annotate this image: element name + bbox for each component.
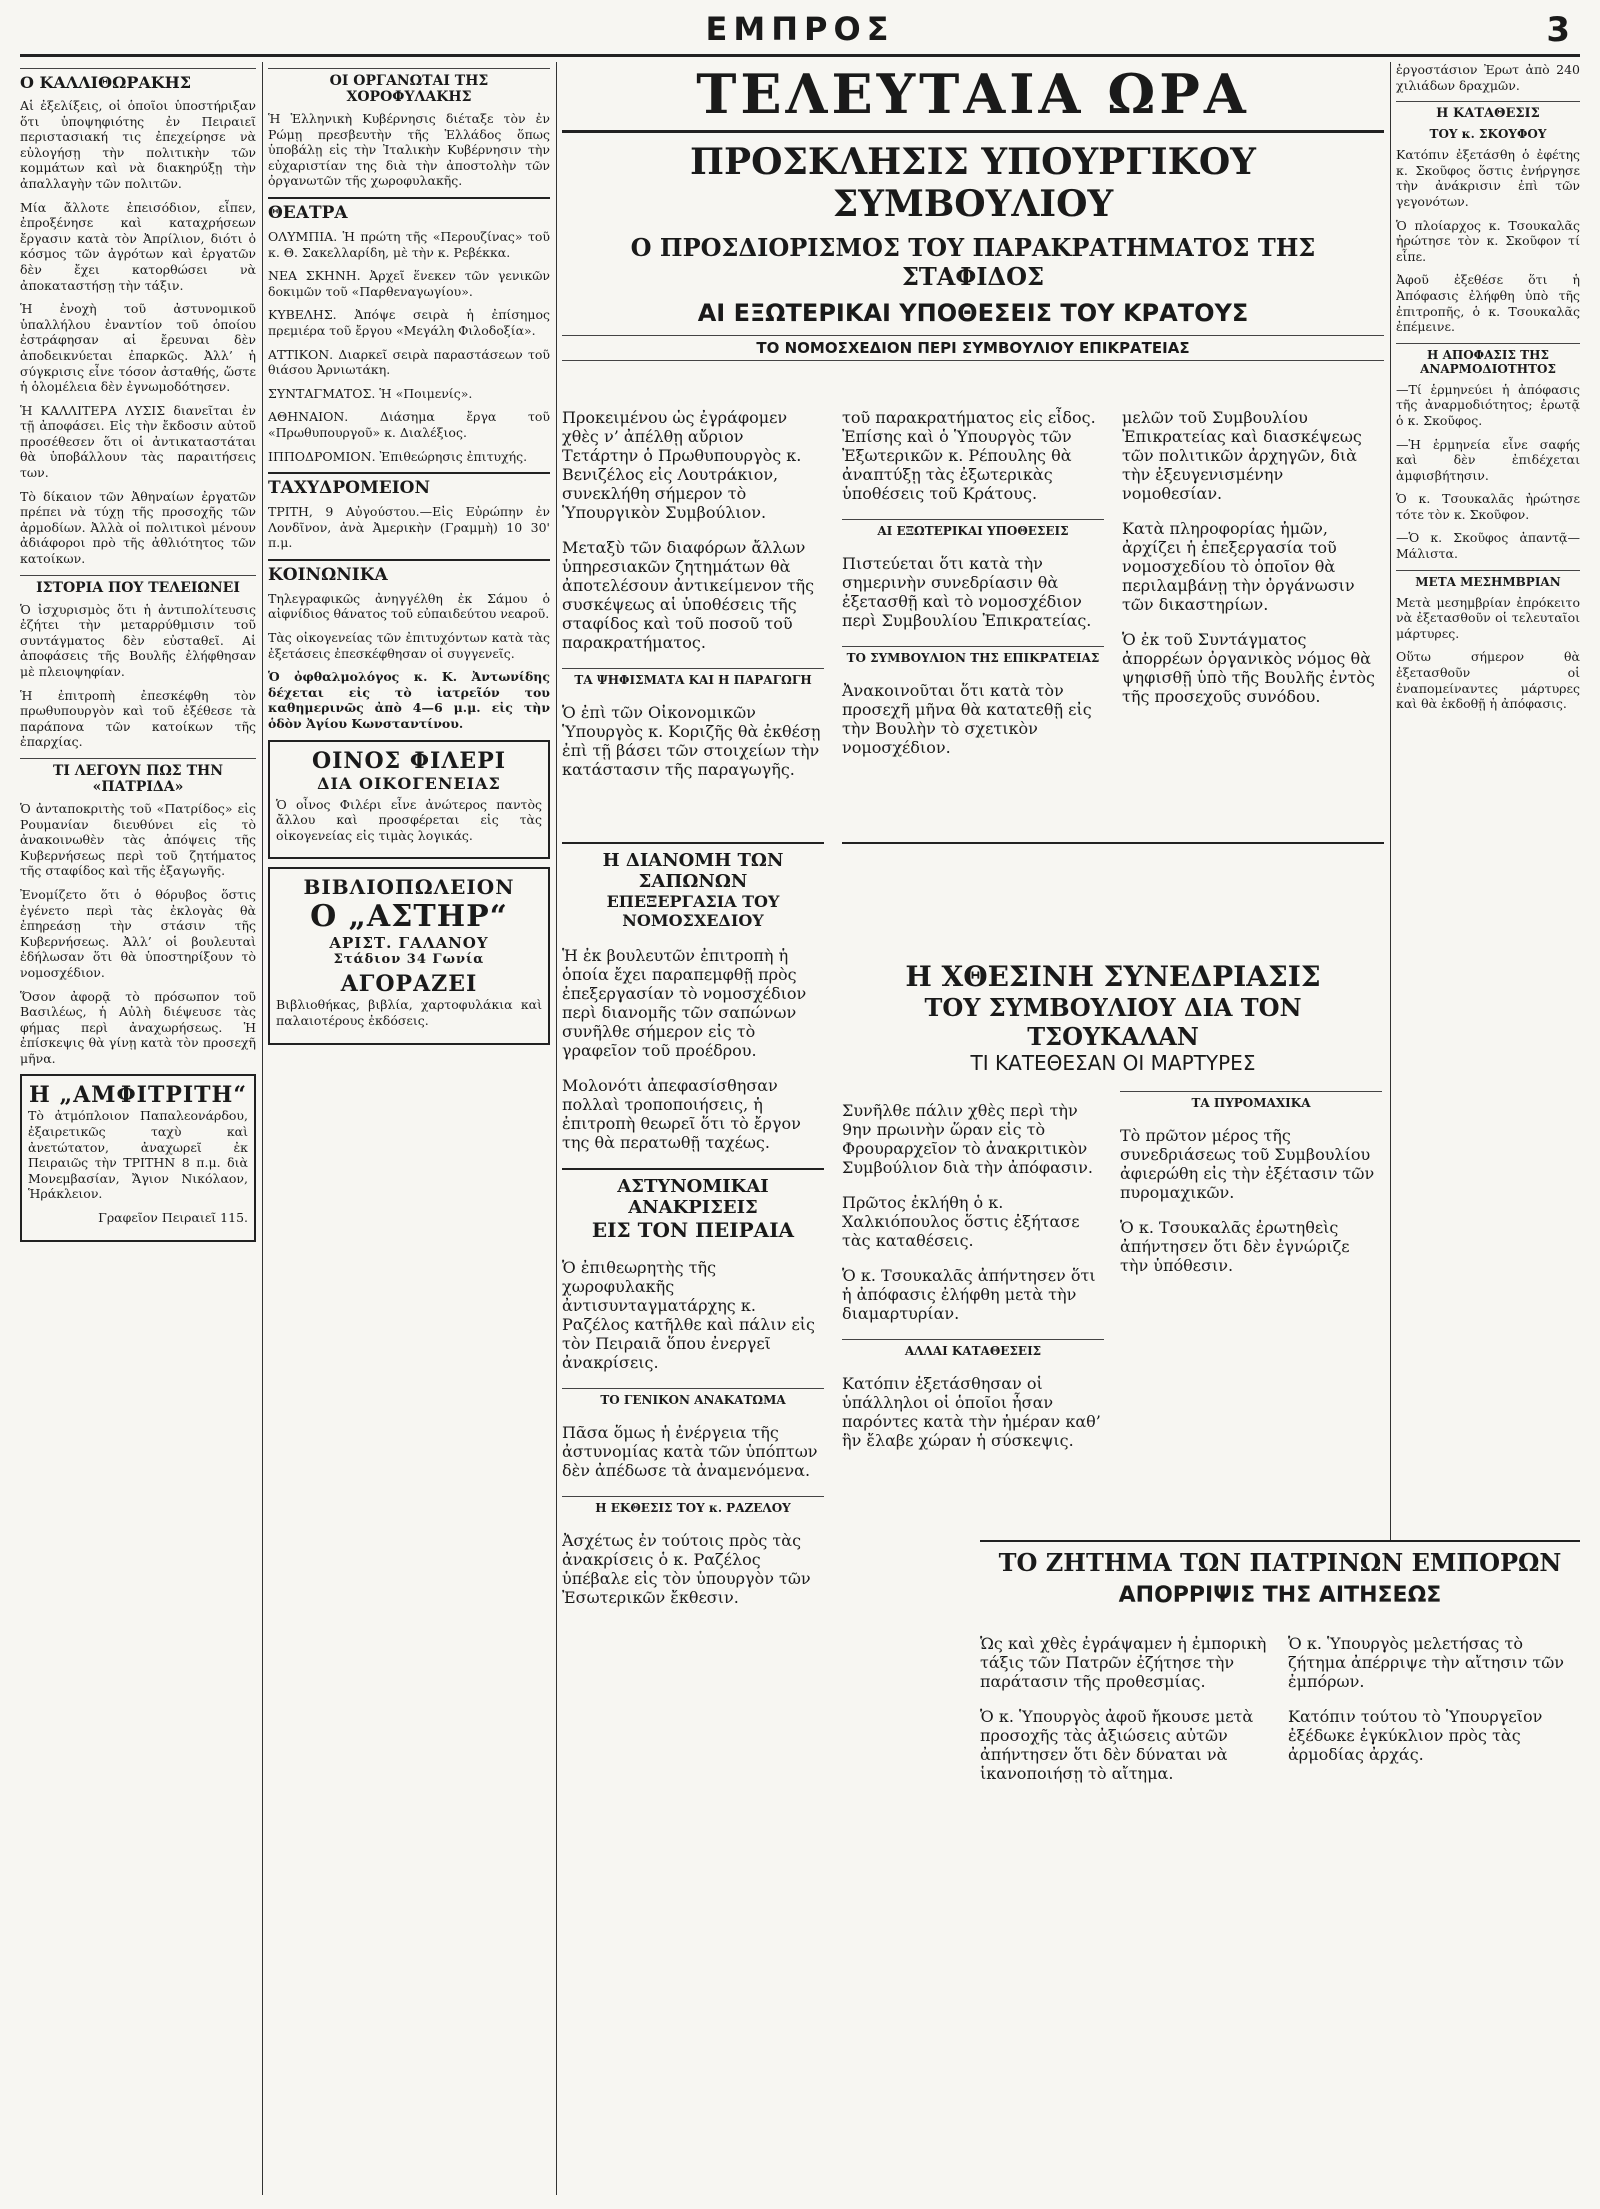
theatre-item: ΙΠΠΟΔΡΟΜΙΟΝ. Ἐπιθεώρησις ἐπιτυχής. (268, 448, 528, 464)
headline: Η ΔΙΑΝΟΜΗ ΤΩΝ ΣΑΠΩΝΩΝ (602, 850, 784, 892)
shop-address: Στάδιον 34 Γωνία (333, 952, 485, 968)
article-text: Κατὰ πληροφορίας ἡμῶν, ἀρχίζει ἡ ἐπεξεργασία τοῦ νομοσχεδίου τὸ ὁποῖον θὰ περιλαμβάνῃ τὴν ὀργάνωσιν τῶν δικαστηρίων. (1122, 519, 1355, 614)
section-subheading: ΤΟΥ κ. ΣΚΟΥΦΟΥ (1429, 127, 1547, 142)
headline: ΕΙΣ ΤΟΝ ΠΕΙΡΑΙΑ (591, 1218, 795, 1242)
section-heading: ΘΕΑΤΡΑ (268, 197, 550, 223)
article-text: —Ἡ ἑρμηνεία εἶνε σαφής καὶ δὲν ἐπιδέχεται ἀμφισβήτησιν. (1396, 436, 1580, 483)
column-rule (262, 62, 263, 2195)
ad-title: ΟΙΝΟΣ ΦΙΛΕΡΙ (311, 747, 507, 774)
body-col-right (1120, 1085, 1382, 1466)
article-text: Τηλεγραφικῶς ἀνηγγέλθη ἐκ Σάμου ὁ αἰφνίδιος θάνατος τοῦ εὐπαιδεύτου νεαροῦ. (268, 590, 550, 622)
section-heading: Ο ΚΑΛΛΙΘΩΡΑΚΗΣ (20, 68, 256, 92)
two-column-body (842, 1085, 1384, 1466)
headline: ΠΡΟΣΚΛΗΣΙΣ ΥΠΟΥΡΓΙΚΟΥ ΣΥΜΒΟΥΛΙΟΥ (690, 141, 1256, 225)
shop-buy: ΑΓΟΡΑΖΕΙ (340, 971, 478, 998)
two-column-body (980, 1618, 1580, 1799)
theatre-item: ΑΘΗΝΑΙΟΝ. Διάσημα ἔργα τοῦ «Πρωθυπουργοῦ» κ. Διαλέξιος. (268, 409, 550, 440)
article-text: —Ὁ κ. Σκοῦφος ἀπαντᾷ—Μάλιστα. (1396, 530, 1580, 562)
article-text: Ὡς καὶ χθὲς ἐγράψαμεν ἡ ἐμπορικὴ τάξις τῶν Πατρῶν ἐζήτησε τὴν παράτασιν τῆς προθεσμίας. (980, 1634, 1267, 1691)
section-heading: ΟΙ ΟΡΓΑΝΩΤΑΙ ΤΗΣ ΧΟΡΟΦΥΛΑΚΗΣ (268, 68, 550, 105)
article-text: Πᾶσα ὅμως ἡ ἐνέργεια τῆς ἀστυνομίας κατὰ τῶν ὑπόπτων δὲν ἀπέδωσε τὰ ἀναμενόμενα. (562, 1423, 818, 1480)
article-text: Προκειμένου ὡς ἐγράφομεν χθὲς ν’ ἀπέλθῃ αὔριον Τετάρτην ὁ Πρωθυπουργὸς κ. Βενιζέλος εἰς Λουτράκιον, συνεκλήθη σήμερον τὸ Ὑπουργικὸν Συμβούλιον. (562, 408, 802, 522)
column-1 (20, 62, 256, 2195)
column-rule (556, 62, 557, 2195)
article-text: Ὁ κ. Τσουκαλᾶς ἐρωτηθεὶς ἀπήντησεν ὅτι δὲν ἐγνώριζε τὴν ὑπόθεσιν. (1120, 1218, 1350, 1275)
section-heading: Η ΑΠΟΦΑΣΙΣ ΤΗΣ ΑΝΑΡΜΟΔΙΟΤΗΤΟΣ (1396, 343, 1580, 376)
center-lower-right (842, 842, 1384, 1466)
article-text: Μία ἄλλοτε ἐπεισόδιον, εἶπεν, ἐπροξένησε καὶ καταχρήσεων ἔργασιν κατὰ τὸν Ἀπρίλιον, διότι ὁ κόσμος τῶν ἀγρότων καὶ ἐργατῶν δὲν ἔχει κατορθώσει νὰ ἀποκαταστήσῃ τὴν τάξιν. (20, 199, 256, 293)
article-text: Πρῶτος ἐκλήθη ὁ κ. Χαλκιόπουλος ὅστις ἐξήτασε τὰς καταθέσεις. (842, 1193, 1080, 1250)
theatre-item: ΝΕΑ ΣΚΗΝΗ. Ἀρχεῖ ἕνεκεν τῶν γενικῶν δοκιμῶν τοῦ «Παρθεναγωγίου». (268, 268, 550, 299)
newspaper-title: ΕΜΠΡΟΣ (705, 10, 895, 48)
page-number: 3 (1546, 10, 1570, 50)
theatre-item: ΣΥΝΤΑΓΜΑΤΟΣ. Ἡ «Ποιμενίς». (268, 385, 473, 401)
subheading: ΑΛΛΑΙ ΚΑΤΑΘΕΣΕΙΣ (842, 1339, 1104, 1358)
headline: ΑΣΤΥΝΟΜΙΚΑΙ ΑΝΑΚΡΙΣΕΙΣ (562, 1168, 824, 1218)
column-2 (268, 62, 550, 2195)
article-text: Ἡ ἐκ βουλευτῶν ἐπιτροπὴ ἡ ὁποία ἔχει παραπεμφθῇ πρὸς ἐπεξεργασίαν τὸ νομοσχέδιον περὶ διανομῆς τῶν σαπώνων συνῆλθε σήμερον εἰς τὸ γραφεῖον τοῦ προέδρου. (562, 946, 807, 1060)
article-text: Ἡ ἐνοχὴ τοῦ ἀστυνομικοῦ ὑπαλλήλου ἐναντίον τοῦ ὁποίου ἐστράφησαν αἱ ἔρευναι δὲν ἀποδεικνύεται ἐπαρκῶς. Ἀλλ’ ἡ σύγκρισις εἶνε τόσον ἀσταθής, ὥστε ἡ ὁλομέλεια δὲν ἐγνωμοδότησεν. (20, 301, 256, 395)
subheading: ΑΙ ΕΞΩΤΕΡΙΚΑΙ ΥΠΟΘΕΣΕΙΣ (842, 519, 1104, 538)
article-text: Ἀσχέτως ἐν τούτοις πρὸς τὰς ἀνακρίσεις ὁ κ. Ραζέλος ὑπέβαλε εἰς τὸν ὑπουργὸν τῶν Ἐσωτερικῶν ἔκθεσιν. (562, 1531, 811, 1607)
article-text: ἐργοστάσιον Ἐρωτ ἀπὸ 240 χιλιάδων δραχμῶν. (1396, 62, 1580, 93)
section-heading: ΤΑΧΥΔΡΟΜΕΙΟΝ (268, 472, 550, 498)
article-text: Ὁ ἐπὶ τῶν Οἰκονομικῶν Ὑπουργὸς κ. Κοριζῆς θὰ ἐκθέσῃ ἐπὶ τῇ βάσει τῶν στοιχείων τὴν κατάστασιν τῆς παραγωγῆς. (562, 703, 821, 779)
ad-text: Τὸ ἀτμόπλοιον Παπαλεονάρδου, ἐξαιρετικῶς ταχὺ καὶ ἀνετώτατον, ἀναχωρεῖ ἐκ Πειραιῶς τὴν ΤΡΙΤΗΝ 8 π.μ. διὰ Μονεμβασίαν, Ἄγιον Νικόλαον, Ἡράκλειον. (28, 1108, 248, 1202)
headline: Η ΧΘΕΣΙΝΗ ΣΥΝΕΔΡΙΑΣΙΣ (905, 960, 1321, 993)
shop-owner: ΑΡΙΣΤ. ΓΑΛΑΝΟΥ (329, 934, 489, 953)
article-text: Αἱ ἐξελίξεις, οἱ ὁποῖοι ὑποστήριξαν ὅτι ὑποψηφιότης ἐν Πειραιεῖ περιστασιακή τις ἐπεχείρησε νὰ εὐλογήσῃ τὴν πολιτικὴν τῶν κομμάτων καὶ νὰ διακηρύξῃ τὴν ἀπαλλαγὴν τῶν πολιτῶν. (20, 98, 256, 191)
article-text: Ὁ ἐκ τοῦ Συντάγματος ἀπορρέων ὀργανικὸς νόμος θὰ ψηφισθῇ ὑπὸ τῆς Βουλῆς ἐντὸς τῆς προσεχοῦς συνόδου. (1122, 630, 1375, 706)
section-heading: Η ΚΑΤΑΘΕΣΙΣ (1396, 101, 1580, 121)
article-text: Ὁ ἐπιθεωρητὴς τῆς χωροφυλακῆς ἀντισυνταγματάρχης κ. Ραζέλος κατῆλθε καὶ πάλιν εἰς τὸν Πειραιᾶ ὅπου ἐνεργεῖ ἀνακρίσεις. (562, 1258, 815, 1372)
subheading: ΤΑ ΠΥΡΟΜΑΧΙΚΑ (1120, 1091, 1382, 1110)
article-text: Τὸ δίκαιον τῶν Ἀθηναίων ἐργατῶν πρέπει νὰ τύχῃ τῆς προσοχῆς τῶν ἀρμοδίων. Ἀλλὰ οἱ πολιτικοὶ μένουν ἀδιάφοροι πρὸ τῆς ἀθλιότητος τῶν κατοίκων. (20, 488, 256, 567)
article-text: Ἡ Ἑλληνικὴ Κυβέρνησις διέταξε τὸν ἐν Ρώμῃ πρεσβευτὴν τῆς Ἑλλάδος ὅπως ὑποβάλῃ εἰς τὴν Ἰταλικὴν Κυβέρνησιν τὴν εὐχαριστίαν της διὰ τὴν ἀποστολὴν τῶν ὀργανωτῶν τῆς χωροφυλακῆς. (268, 111, 550, 189)
headline: ΑΠΟΡΡΙΨΙΣ ΤΗΣ ΑΙΤΗΣΕΩΣ (1118, 1583, 1442, 1608)
theatre-item: ΟΛΥΜΠΙΑ. Ἡ πρώτη τῆς «Περουζίνας» τοῦ κ. Θ. Σακελλαρίδη, μὲ τὴν κ. Ρεβέκκα. (268, 228, 550, 260)
center-col-1-lower (562, 842, 824, 1623)
ad-text: Ὁ οἶνος Φιλέρι εἶνε ἀνώτερος παντὸς ἄλλου καὶ προσφέρεται εἰς τὰς οἰκογενείας εἰς τιμὰς λογικάς. (276, 796, 542, 843)
article-text: Ἐνομίζετο ὅτι ὁ θόρυβος ὅστις ἐγένετο περὶ τὰς ἐκλογὰς θὰ ἐπηρεάσῃ τὴν στάσιν τῆς Κυβερνήσεως. Ἀλλ’ οἱ βουλευταὶ ἐδήλωσαν ὅτι θὰ ὑποστηρίξουν τὸ νομοσχέδιον. (20, 886, 256, 980)
article-text: Κατόπιν ἐξετάσθη ὁ ἐφέτης κ. Σκοῦφος ὅστις ἐνήργησε τὴν ἀνάκρισιν ἐπὶ τῶν γεγονότων. (1396, 147, 1580, 209)
article-text: Ἀφοῦ ἐξεθέσε ὅτι ἡ Ἀπόφασις ἐλήφθη ὑπὸ τῆς ἐπιτροπῆς, ὁ κ. Τσουκαλᾶς ἐπέμεινε. (1396, 272, 1580, 335)
headline: ΕΠΕΞΕΡΓΑΣΙΑ ΤΟΥ ΝΟΜΟΣΧΕΔΙΟΥ (606, 892, 780, 930)
theatre-item: ΑΤΤΙΚΟΝ. Διαρκεῖ σειρὰ παραστάσεων τοῦ θιάσου Ἀρνιωτάκη. (268, 346, 550, 378)
article-text: Τὰς οἰκογενείας τῶν ἐπιτυχόντων κατὰ τὰς ἐξετάσεις ἐπεσκέφθησαν οἱ συγγενεῖς. (268, 630, 550, 661)
section-heading: ΚΟΙΝΩΝΙΚΑ (268, 559, 550, 585)
shop-name: Ο „ΑΣΤΗΡ“ (310, 899, 508, 935)
article-text: Μολονότι ἀπεφασίσθησαν πολλαὶ τροποποιήσεις, ἡ ἐπιτροπὴ θεωρεῖ ὅτι τὸ ἔργον της θὰ περατωθῇ ταχέως. (562, 1076, 801, 1152)
article-text: Ὅσον ἀφορᾷ τὸ πρόσωπον τοῦ Βασιλέως, ἡ Αὐλὴ διέψευσε τὰς φήμας περὶ ἀναχωρήσεως. Ἡ ἐπίσκεψις θὰ γίνῃ κατὰ τὸν προσεχῆ μῆνα. (20, 988, 256, 1066)
center-col-1 (562, 392, 824, 795)
ad-box (268, 867, 550, 1044)
article-text: Πιστεύεται ὅτι κατὰ τὴν σημερινὴν συνεδρίασιν θὰ ἐξετασθῇ καὶ τὸ νομοσχέδιον περὶ Συμβουλίου Ἐπικρατείας. (842, 554, 1092, 630)
subheading: Η ΕΚΘΕΣΙΣ ΤΟΥ κ. ΡΑΖΕΛΟΥ (562, 1496, 824, 1515)
article-text: Μετὰ μεσημβρίαν ἐπρόκειτο νὰ ἐξετασθοῦν οἱ τελευταῖοι μάρτυρες. (1396, 594, 1580, 641)
article-text: Κατόπιν τούτου τὸ Ὑπουργεῖον ἐξέδωκε ἐγκύκλιον πρὸς τὰς ἀρμοδίας ἀρχάς. (1288, 1707, 1543, 1764)
article-text: Ἀνακοινοῦται ὅτι κατὰ τὸν προσεχῆ μῆνα θὰ κατατεθῇ εἰς τὴν Βουλὴν τὸ σχετικὸν νομοσχέδιον. (842, 681, 1092, 757)
headline: ΤΙ ΚΑΤΕΘΕΣΑΝ ΟΙ ΜΑΡΤΥΡΕΣ (970, 1051, 1256, 1075)
center-col-2 (842, 392, 1104, 773)
ad-text: Βιβλιοθήκας, βιβλία, χαρτοφυλάκια καὶ παλαιοτέρους ἐκδόσεις. (276, 997, 542, 1028)
section-heading: ΤΙ ΛΕΓΟΥΝ ΠΩΣ ΤΗΝ «ΠΑΤΡΙΔΑ» (20, 758, 256, 795)
article-text: Ὁ ἰσχυρισμὸς ὅτι ἡ ἀντιπολίτευσις ἐζήτει τὴν μεταρρύθμισιν τοῦ συντάγματος δὲν εὐσταθεῖ. Αἱ ἀποφάσεις τῆς Βουλῆς ἐλήφθησαν μὲ πλειοψηφίαν. (20, 601, 256, 679)
subheading: ΤΑ ΨΗΦΙΣΜΑΤΑ ΚΑΙ Η ΠΑΡΑΓΩΓΗ (562, 668, 824, 687)
article-text: Κατόπιν ἐξετάσθησαν οἱ ὑπάλληλοι οἱ ὁποῖοι ἦσαν παρόντες κατὰ τὴν ἡμέραν καθ’ ἣν ἔλαβε χώραν ἡ σύσκεψις. (842, 1374, 1101, 1450)
body-col-left (842, 1085, 1104, 1466)
headline: ΤΟΥ ΣΥΜΒΟΥΛΙΟΥ ΔΙΑ ΤΟΝ ΤΣΟΥΚΑΛΑΝ (924, 993, 1302, 1051)
masthead (20, 10, 1580, 57)
headline: ΤΟ ΝΟΜΟΣΧΕΔΙΟΝ ΠΕΡΙ ΣΥΜΒΟΥΛΙΟΥ ΕΠΙΚΡΑΤΕΙΑΣ (562, 335, 1384, 361)
article-text: Οὕτω σήμερον θὰ ἐξετασθοῦν οἱ ἐναπομείναντες μάρτυρες καὶ θὰ ἐκδοθῇ ἡ ἀπόφασις. (1396, 649, 1580, 712)
center-col-3 (1122, 392, 1384, 722)
article-text: ΤΡΙΤΗ, 9 Αὐγούστου.—Εἰς Εὐρώπην ἐν Λονδῖνον, ἀνὰ Ἀμερικὴν (Γραμμὴ) 10 30' π.μ. (268, 504, 550, 551)
article-text: Μεταξὺ τῶν διαφόρων ἄλλων ὑπηρεσιακῶν ζητημάτων θὰ ἀποτελέσουν ἀντικείμενον τῆς συσκέψεως αἱ ὑποθέσεις τῆς σταφίδος καὶ τοῦ ποσοῦ τοῦ παρακρατήματος. (562, 538, 815, 652)
ad-box (268, 740, 550, 860)
body-col-right (1288, 1618, 1580, 1799)
ad-title: Η „ΑΜΦΙΤΡΙΤΗ“ (29, 1082, 247, 1109)
article-text: Ἡ ΚΑΛΛΙΤΕΡΑ ΛΥΣΙΣ διανεῖται ἐν τῇ ἀποφάσει. Εἰς τὴν ἔκδοσιν αὐτοῦ προσέθεσεν ὅτι οἱ ἀντικαταστάται θὰ ὑποβάλλουν τὰς παραιτήσεις των. (20, 402, 256, 481)
article-text: Ἡ ἐπιτροπὴ ἐπεσκέφθη τὸν πρωθυπουργὸν καὶ τοῦ ἐξέθεσε τὰ παράπονα τῶν κατοίκων τῆς ἐπαρχίας. (20, 687, 256, 750)
headline: ΑΙ ΕΞΩΤΕΡΙΚΑΙ ΥΠΟΘΕΣΕΙΣ ΤΟΥ ΚΡΑΤΟΥΣ (697, 299, 1249, 327)
article-text: τοῦ παρακρατήματος εἰς εἶδος. Ἐπίσης καὶ ὁ Ὑπουργὸς τῶν Ἐξωτερικῶν κ. Ρέπουλης θὰ ἀναπτύξῃ τὰς ἐξωτερικὰς ὑποθέσεις τοῦ Κράτους. (842, 408, 1096, 503)
ad-box (20, 1074, 256, 1241)
ad-footer: Γραφεῖον Πειραιεῖ 115. (98, 1210, 248, 1226)
article-text: Ὁ κ. Τσουκαλᾶς ἀπήντησεν ὅτι ἡ ἀπόφασις ἐλήφθη μετὰ τὴν διαμαρτυρίαν. (842, 1266, 1096, 1323)
ad-title: ΒΙΒΛΙΟΠΩΛΕΙΟΝ (303, 875, 515, 900)
article-text: Ὁ κ. Τσουκαλᾶς ἠρώτησε τότε τὸν κ. Σκοῦφον. (1396, 491, 1580, 522)
subheading: ΤΟ ΣΥΜΒΟΥΛΙΟΝ ΤΗΣ ΕΠΙΚΡΑΤΕΙΑΣ (842, 646, 1104, 665)
headline: ΤΟ ΖΗΤΗΜΑ ΤΩΝ ΠΑΤΡΙΝΩΝ ΕΜΠΟΡΩΝ (998, 1548, 1562, 1577)
article-text: Ὁ κ. Ὑπουργὸς ἀφοῦ ἤκουσε μετὰ προσοχῆς τὰς ἀξιώσεις αὐτῶν ἀπήντησεν ὅτι δὲν δύναται νὰ ἱκανοποιήσῃ τὸ αἴτημα. (980, 1707, 1254, 1783)
patras-story (980, 1540, 1580, 2197)
headline: Ο ΠΡΟΣΔΙΟΡΙΣΜΟΣ ΤΟΥ ΠΑΡΑΚΡΑΤΗΜΑΤΟΣ ΤΗΣ ΣΤΑΦΙΔΟΣ (630, 233, 1316, 291)
article-text: Τὸ πρῶτον μέρος τῆς συνεδριάσεως τοῦ Συμβουλίου ἀφιερώθη εἰς τὴν ἐξέτασιν τῶν πυρομαχικῶν. (1120, 1126, 1375, 1202)
ad-subtitle: ΔΙΑ ΟΙΚΟΓΕΝΕΙΑΣ (317, 773, 501, 793)
article-text: Ὁ ἀνταποκριτὴς τοῦ «Πατρίδος» εἰς Ρουμανίαν διευθύνει εἰς τὸ ἀνακοινωθὲν τὰς ἀπόψεις τῆς Κυβερνήσεως περὶ τοῦ ζητήματος τῆς σταφίδος καὶ τῆς ἐξαγωγῆς. (20, 800, 256, 879)
subheading: ΤΟ ΓΕΝΙΚΟΝ ΑΝΑΚΑΤΩΜΑ (562, 1388, 824, 1407)
doctor-note: Ὁ ὀφθαλμολόγος κ. Κ. Ἀντωνίδης δέχεται εἰς τὸ ἰατρεῖόν του καθημερινῶς ἀπὸ 4—6 μ.μ. εἰς τὴν ὁδὸν Ἀγίου Κωνσταντίνου. (268, 669, 550, 732)
theatre-item: ΚΥΒΕΛΗΣ. Ἀπόψε σειρὰ ἡ ἐπίσημος πρεμιέρα τοῦ ἔργου «Μεγάλη Φιλοδοξία». (268, 307, 550, 338)
article-text: Ὁ κ. Ὑπουργὸς μελετήσας τὸ ζήτημα ἀπέρριψε τὴν αἴτησιν τῶν ἐμπόρων. (1288, 1634, 1564, 1691)
article-text: Συνῆλθε πάλιν χθὲς περὶ τὴν 9ην πρωινὴν ὥραν εἰς τὸ Φρουραρχεῖον τὸ ἀνακριτικὸν Συμβούλιον διὰ τὴν ἀπόφασιν. (842, 1101, 1093, 1177)
section-heading: ΜΕΤΑ ΜΕΣΗΜΒΡΙΑΝ (1396, 570, 1580, 589)
article-text: Ὁ πλοίαρχος κ. Τσουκαλᾶς ἠρώτησε τὸν κ. Σκοῦφον τί εἶπε. (1396, 217, 1580, 264)
section-heading: ΙΣΤΟΡΙΑ ΠΟΥ ΤΕΛΕΙΩΝΕΙ (20, 575, 256, 596)
article-text: —Τί ἑρμηνεύει ἡ ἀπόφασις τῆς ἀναρμοδιότητος; ἐρωτᾷ ὁ κ. Σκοῦφος. (1396, 381, 1580, 428)
body-col-left (980, 1618, 1272, 1799)
main-headline: ΤΕΛΕΥΤΑΙΑ ΩΡΑ (562, 62, 1384, 133)
article-text: μελῶν τοῦ Συμβουλίου Ἐπικρατείας καὶ διασκέψεως τῶν πολιτικῶν ἀρχηγῶν, διὰ τὴν ἐξευγενισμένην νομοθεσίαν. (1122, 408, 1362, 503)
